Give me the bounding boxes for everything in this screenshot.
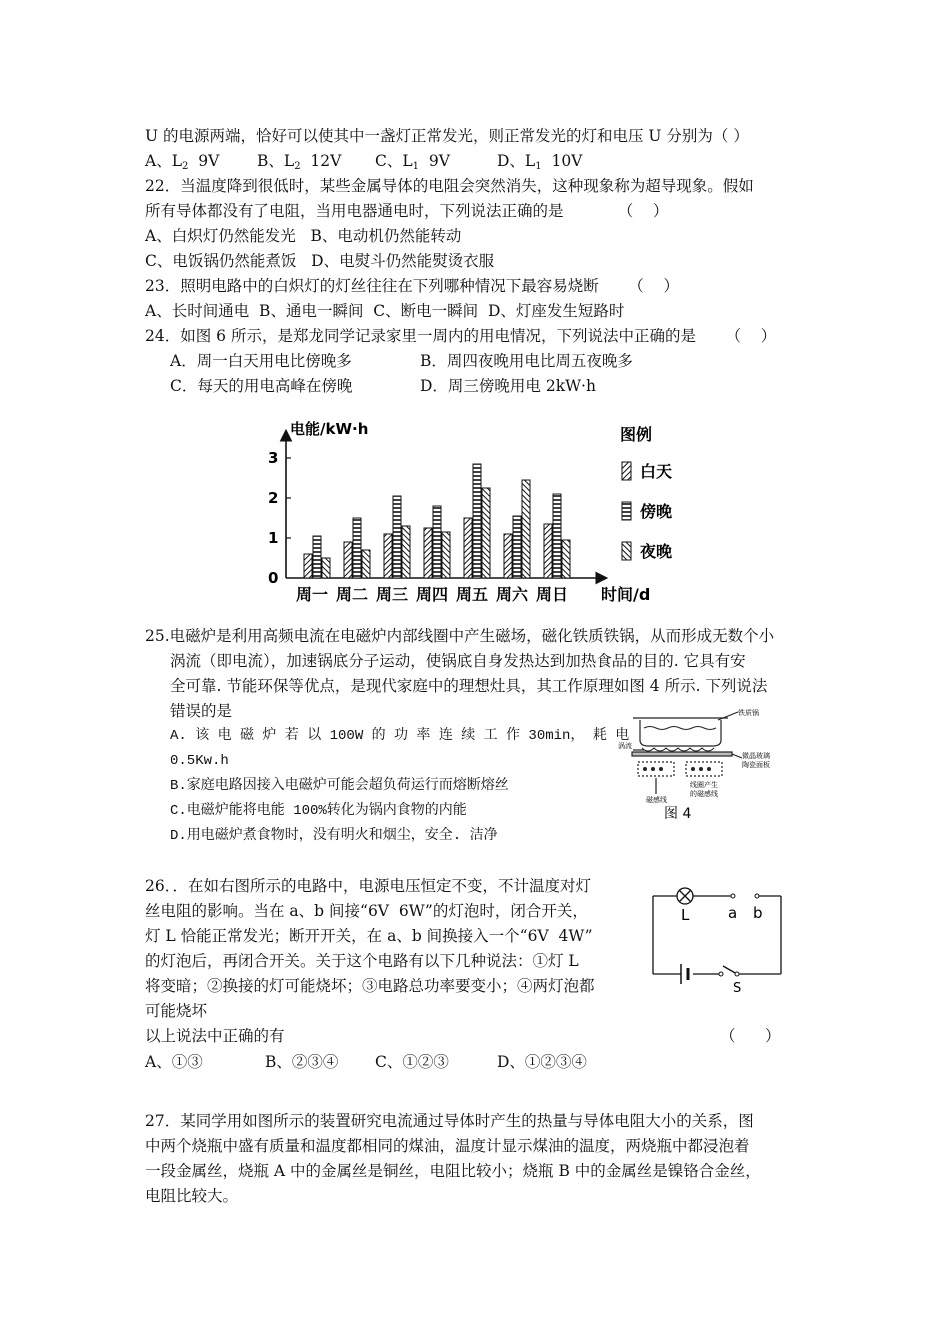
bar-白天	[504, 534, 512, 578]
figure-4-caption: 图 4	[664, 806, 692, 822]
q22-line1: 22．当温度降到很低时，某些金属导体的电阻会突然消失，这种现象称为超导现象。假如	[145, 177, 754, 195]
q21-option-b: B、L2 12V	[257, 152, 342, 172]
legend-label: 夜晚	[640, 542, 673, 561]
legend-swatch-傍晚	[622, 502, 631, 520]
legend-title: 图例	[620, 425, 653, 444]
legend-swatch-白天	[622, 462, 631, 480]
q24-option-c: C．每天的用电高峰在傍晚	[170, 377, 353, 395]
bar-夜晚	[322, 558, 330, 578]
bar-白天	[304, 554, 312, 578]
bar-傍晚	[313, 536, 321, 578]
y-tick-label: 0	[268, 569, 279, 587]
q26-option-d: D、①②③④	[497, 1053, 587, 1071]
legend-swatch-夜晚	[622, 542, 631, 560]
q22-options-ab: A、白炽灯仍然能发光 B、电动机仍然能转动	[145, 227, 462, 245]
q26-line6: 可能烧坏	[145, 1002, 208, 1020]
bar-白天	[384, 534, 392, 578]
q25-line1: 25.电磁炉是利用高频电流在电磁炉内部线圈中产生磁场，磁化铁质铁锅，从而形成无数个小	[145, 627, 775, 645]
bar-夜晚	[522, 480, 530, 578]
bar-白天	[464, 518, 472, 578]
switch-label: S	[733, 981, 742, 993]
q25-option-d: D.用电磁炉煮食物时，没有明火和烟尘，安全. 洁净	[170, 828, 498, 844]
q26-line7: 以上说法中正确的有	[145, 1027, 285, 1045]
q23-options: A、长时间通电 B、通电一瞬间 C、断电一瞬间 D、灯座发生短路时	[145, 302, 625, 320]
q26-answer-bracket: （ ）	[720, 1027, 781, 1045]
lamp-label: L	[681, 906, 690, 924]
q26-line3: 灯 L 恰能正常发光；断开开关，在 a、b 间换接入一个“6V 4W”	[145, 927, 593, 945]
q23-line1: 23．照明电路中的白炽灯的灯丝往往在下列哪种情况下最容易烧断 （ ）	[145, 277, 679, 295]
bar-白天	[544, 524, 552, 578]
bar-夜晚	[442, 532, 450, 578]
induction-cooker-figure	[618, 706, 798, 826]
q26-option-c: C、①②③	[375, 1053, 449, 1071]
x-tick-label: 周六	[496, 585, 529, 604]
bar-夜晚	[402, 526, 410, 578]
q21-options	[145, 151, 582, 177]
bar-白天	[344, 542, 352, 578]
q25-option-a-line2: 0.5Kw.h	[170, 753, 229, 769]
label-pot: 铁质锅	[738, 709, 759, 717]
q22-options-cd: C、电饭锅仍然能煮饭 D、电熨斗仍然能熨烫衣服	[145, 252, 495, 270]
bar-傍晚	[473, 464, 481, 578]
x-tick-label: 周五	[456, 585, 489, 604]
bar-傍晚	[513, 516, 521, 578]
q25-line3: 全可靠. 节能环保等优点，是现代家庭中的理想灶具，其工作原理如图 4 所示. 下列说法	[170, 677, 768, 695]
q26-line5: 将变暗；②换接的灯可能烧坏；③电路总功率要变小；④两灯泡都	[145, 977, 595, 995]
q26-line4: 的灯泡后，再闭合开关。关于这个电路有以下几种说法：①灯 L	[145, 952, 579, 970]
bar-傍晚	[433, 506, 441, 578]
bar-傍晚	[393, 496, 401, 578]
q22-line2: 所有导体都没有了电阻，当用电器通电时，下列说法正确的是 （ ）	[145, 202, 669, 220]
label-magline: 磁感线	[646, 796, 667, 804]
legend-label: 白天	[640, 462, 673, 481]
x-tick-label: 周三	[376, 585, 409, 604]
x-tick-label: 周二	[336, 585, 369, 604]
q24-option-d: D．周三傍晚用电 2kW·h	[420, 377, 596, 395]
bar-傍晚	[553, 494, 561, 578]
q27-line4: 电阻比较大。	[145, 1187, 239, 1205]
y-tick-label: 2	[268, 489, 279, 507]
bar-夜晚	[362, 550, 370, 578]
y-axis-label: 电能/kW·h	[290, 420, 369, 438]
x-tick-label: 周日	[536, 585, 569, 604]
q21-option-c: C、L1 9V	[375, 152, 450, 172]
q25-option-a-line1: A. 该 电 磁 炉 若 以 100W 的 功 率 连 续 工 作 30min， 耗 电	[170, 728, 630, 744]
electricity-usage-chart	[250, 410, 690, 610]
label-panel-2: 陶瓷面板	[742, 761, 770, 769]
q26-option-a: A、①③	[145, 1053, 203, 1071]
label-panel-1: 微晶玻璃	[742, 752, 770, 760]
label-coil-1: 线圈产生	[690, 781, 718, 789]
q26-line1: 26．．在如右图所示的电路中，电源电压恒定不变，不计温度对灯	[145, 877, 591, 895]
bar-傍晚	[353, 518, 361, 578]
pot-shape	[640, 720, 721, 746]
q24-option-b: B．周四夜晚用电比周五夜晚多	[420, 352, 633, 370]
legend-label: 傍晚	[640, 502, 673, 521]
q25-line4: 错误的是	[170, 702, 233, 720]
circuit-diagram	[645, 878, 790, 993]
bar-白天	[424, 528, 432, 578]
q27-line2: 中两个烧瓶中盛有质量和温度都相同的煤油，温度计显示煤油的温度，两烧瓶中都浸泡着	[145, 1137, 750, 1155]
x-axis-label: 时间/d	[601, 585, 651, 604]
y-tick-label: 1	[268, 529, 279, 547]
label-coil-2: 的磁感线	[690, 790, 718, 798]
q21-option-a: A、L2 9V	[145, 152, 220, 172]
q24-option-a: A．周一白天用电比傍晚多	[170, 352, 352, 370]
x-tick-label: 周一	[296, 585, 329, 604]
q25-line2: 涡流（即电流），加速锅底分子运动，使锅底自身发热达到加热食品的目的. 它具有安	[170, 652, 746, 670]
q27-line3: 一段金属丝，烧瓶 A 中的金属丝是铜丝，电阻比较小；烧瓶 B 中的金属丝是镍铬合金丝，	[145, 1162, 761, 1180]
q25-option-c: C.电磁炉能将电能 100%转化为锅内食物的内能	[170, 803, 467, 819]
terminal-a-label: a	[728, 904, 738, 922]
bar-夜晚	[562, 540, 570, 578]
q21-text: U 的电源两端，恰好可以使其中一盏灯正常发光，则正常发光的灯和电压 U 分别为（ ）	[145, 127, 749, 145]
q26-option-b: B、②③④	[265, 1053, 339, 1071]
q26-line2: 丝电阻的影响。当在 a、b 间接“6V 6W”的灯泡时，闭合开关，	[145, 902, 588, 920]
x-tick-label: 周四	[416, 585, 449, 604]
q21-option-d: D、L1 10V	[497, 152, 583, 172]
terminal-b-label: b	[753, 904, 763, 922]
y-tick-label: 3	[268, 449, 279, 467]
q27-line1: 27．某同学用如图所示的装置研究电流通过导体时产生的热量与导体电阻大小的关系，图	[145, 1112, 754, 1130]
label-eddy: 涡流	[618, 742, 632, 750]
q25-option-b: B.家庭电路因接入电磁炉可能会超负荷运行而熔断熔丝	[170, 778, 509, 794]
bar-夜晚	[482, 488, 490, 578]
q24-line1: 24．如图 6 所示，是郑龙同学记录家里一周内的用电情况，下列说法中正确的是 （ ）	[145, 327, 777, 345]
